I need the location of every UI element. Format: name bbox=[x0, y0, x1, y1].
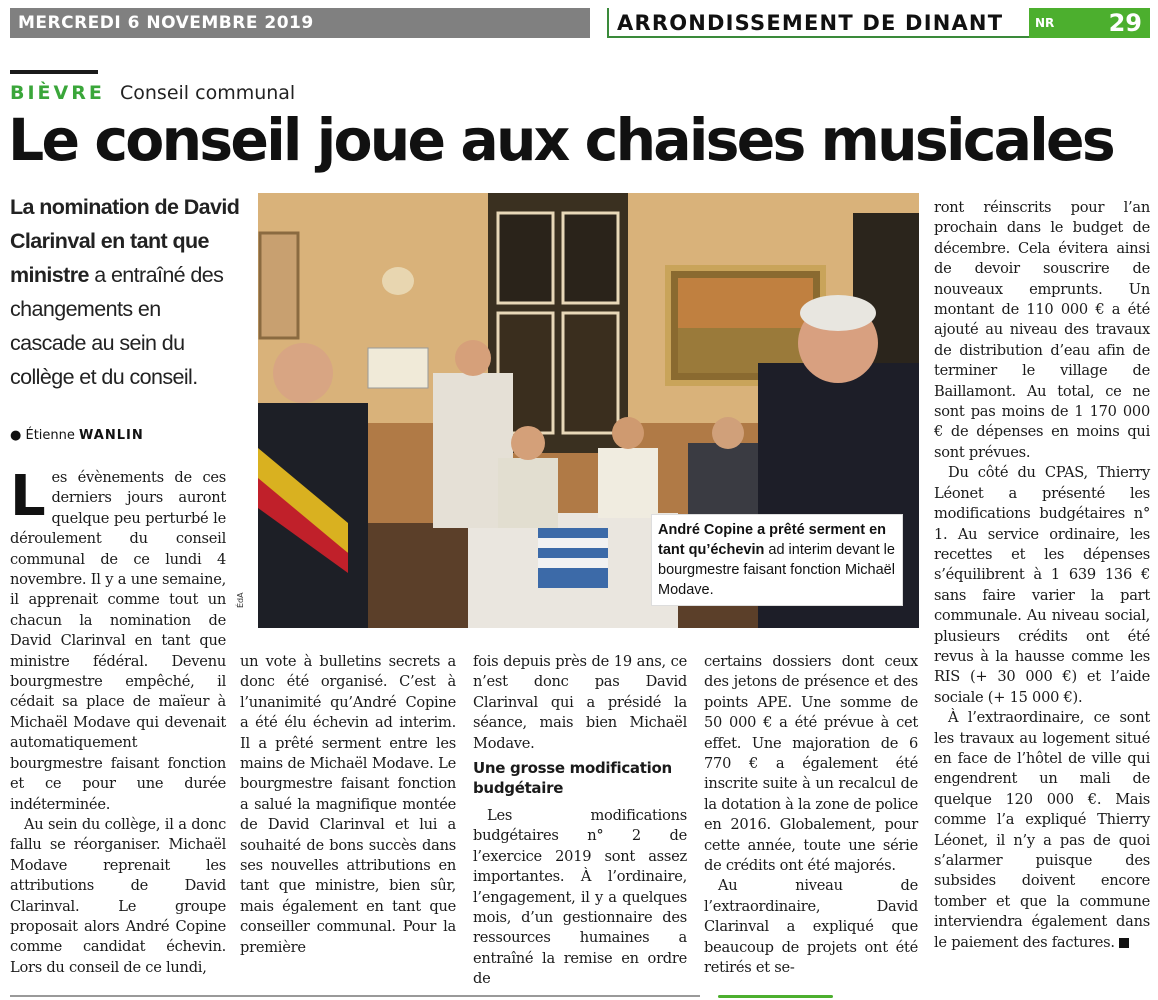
col5-paragraph-3: À l’extraordinaire, ce sont les travaux au logement situé en face de l’hôtel de ville qui engendrent un mali de quelque 120 000 €. Mais comme l’a expliqué Thierry Léonet, il n’y a pas de quoi s’alarmer puisque des subsides doivent encore tomber et que la commune interviendra également dans le paiement des factures. bbox=[934, 709, 1150, 951]
column-3 bbox=[473, 652, 687, 990]
col5-paragraph-1: ront réinscrits pour l’an prochain dans le budget de décembre. Cela évitera ainsi de devoir souscrire de nouveaux emprunts. Un montant de 110 000 € a été ajouté au niveau des travaux de distribution d’eau afin de terminer le village de Baillamont. Au total, ce ne sont pas moins de 1 170 000 € de dépenses en moins qui sont prévues. bbox=[934, 199, 1150, 461]
col2-paragraph-1: un vote à bulletins secrets a donc été organisé. C’est à l’unanimité qu’André Copine a été élu échevin ad interim. Il a prêté serment entre les mains de Michaël Modave. Le bourgmestre faisant fonction a salué la magnifique montée de David Clarinval et lui a souhaité de bons succès dans ses nouvelles attributions en tant que ministre, bien sûr, mais également en tant que conseiller communal. Pour la première bbox=[240, 653, 456, 956]
col5-paragraph-2: Du côté du CPAS, Thierry Léonet a présenté les modifications budgétaires n° 1. Au service ordinaire, les recettes et les dépenses s’équilibrent à 1 639 136 € sans faire varier la part communale. Au niveau social, plusieurs crédits ont été revus à la hausse comme les RIS (+ 30 000 €) et l’aide sociale (+ 15 000 €). bbox=[934, 464, 1150, 706]
kicker-topic: Conseil communal bbox=[120, 82, 296, 104]
caption-bold: André Copine a prêté serment en tant qu’échevin bbox=[658, 522, 887, 558]
byline-bullet: ● bbox=[10, 428, 22, 443]
page-number: 29 bbox=[1069, 8, 1150, 38]
header-section-bar bbox=[607, 8, 1148, 38]
column-2 bbox=[240, 652, 456, 958]
brand-badge: NR bbox=[1029, 8, 1069, 38]
byline-first-name: Étienne bbox=[25, 428, 75, 443]
column-1 bbox=[10, 464, 226, 978]
kicker-rule bbox=[10, 70, 98, 74]
bottom-rule bbox=[10, 995, 700, 997]
chapeau-text: a entraîné des changements en cascade au sein du collège et du conseil. bbox=[10, 263, 224, 389]
byline bbox=[10, 428, 144, 443]
header-date: MERCREDI 6 NOVEMBRE 2019 bbox=[10, 8, 590, 38]
drop-cap: L bbox=[10, 464, 46, 529]
caption-text: ad interim devant le bourgmestre faisant fonction Michaël Modave. bbox=[658, 542, 895, 598]
col1-paragraph-1: es évènements de ces derniers jours auront quelque peu perturbé le déroulement du conseil communal de ce lundi 4 novembre. Il y a une semaine, il apprenait comme tout un chacun la nomination de David Clarinval en tant que ministre fédéral. Devenu bourgmestre empêché, il cédait sa place de maïeur à Michaël Modave qui devenait automatiquement bourgmestre faisant fonction et ce pour une durée indéterminée. bbox=[10, 469, 226, 813]
column-4 bbox=[704, 652, 918, 979]
end-of-article-icon bbox=[1119, 938, 1129, 948]
col3-paragraph-2: Les modifications budgétaires n° 2 de l’exercice 2019 sont assez importantes. À l’ordinaire, l’engagement, il y a quelques mois, d’un gestionnaire des ressources humaines a entraîné la remise en ordre de bbox=[473, 807, 687, 988]
kicker-location: BIÈVRE bbox=[10, 82, 105, 104]
column-5 bbox=[934, 198, 1150, 953]
col4-paragraph-1: certains dossiers dont ceux des jetons de présence et des points APE. Une somme de 50 000 € a été prévue à cet effet. Une majoration de 6 770 € a également été inscrite suite à un recalcul de la dotation à la zone de police en 2016. Globalement, pour cette année, toute une série de crédits ont été majorés. bbox=[704, 653, 918, 875]
subheading: Une grosse modification budgétaire bbox=[473, 759, 672, 798]
photo-caption bbox=[652, 515, 902, 605]
col1-paragraph-2: Au sein du collège, il a donc fallu se réorganiser. Michaël Modave reprenait les attributions de David Clarinval. Le groupe proposait alors André Copine comme candidat échevin. Lors du conseil de ce lundi, bbox=[10, 815, 226, 976]
col4-paragraph-2: Au niveau de l’extraordinaire, David Clarinval a expliqué que beaucoup de projets ont été retirés et se- bbox=[704, 877, 918, 977]
chapeau bbox=[10, 190, 240, 394]
section-title: ARRONDISSEMENT DE DINANT bbox=[617, 11, 1004, 35]
bottom-accent-rule bbox=[718, 995, 833, 998]
headline: Le conseil joue aux chaises musicales bbox=[8, 106, 1113, 174]
chapeau-bold: La nomination de David Clarinval en tant que ministre bbox=[10, 195, 240, 287]
col3-paragraph-1: fois depuis près de 19 ans, ce n’est donc pas David Clarinval qui a présidé la séance, mais bien Michaël Modave. bbox=[473, 653, 687, 752]
photo-credit: ÉdA bbox=[236, 592, 245, 608]
byline-last-name: WANLIN bbox=[79, 428, 144, 443]
